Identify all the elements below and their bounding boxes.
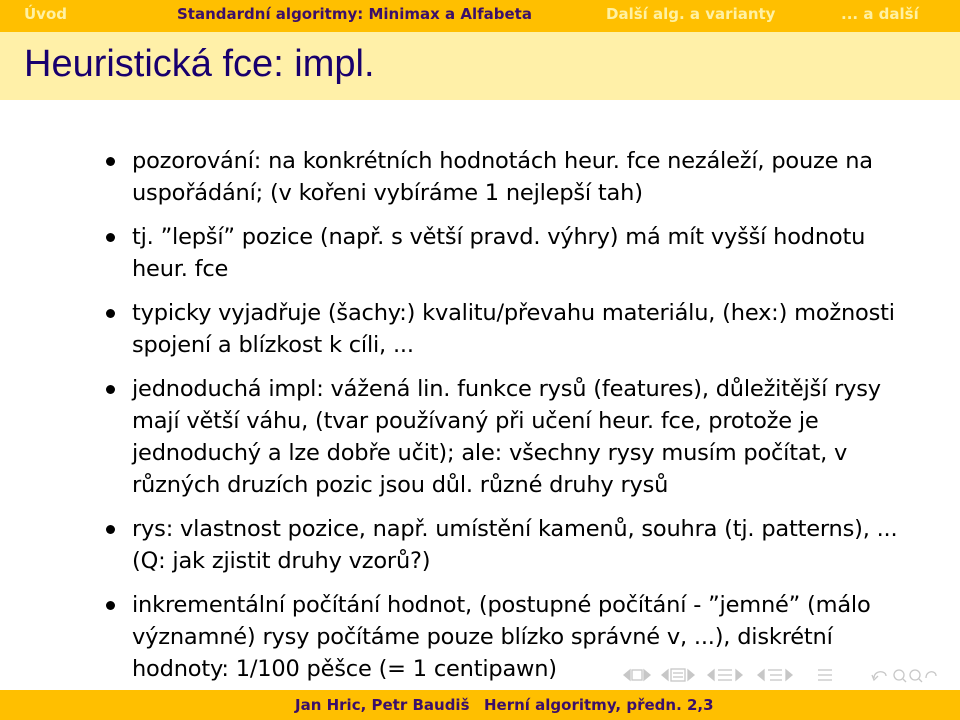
beamer-navigation-symbols [620, 664, 938, 686]
nav-link-other-algorithms[interactable]: Další alg. a varianty [606, 5, 776, 23]
list-item: jednoduchá impl: vážená lin. funkce rysů (features), důležitější rysy mají větší váhu, (tvar používaný při učení heur. fce, protože je jednoduchý a lze dobře učit); ale: všechny rysy musím počítat, v různých druzích pozic jsou důl. různé druhy rysů [104, 373, 924, 501]
nav-link-and-more[interactable]: ... a další [841, 5, 919, 23]
list-item: inkrementální počítání hodnot, (postupné počítání - ”jemné” (málo významné) rysy počítáme pouze blízko správné v, ...), diskrétní hodnoty: 1/100 pěšce (= 1 centipawn) [104, 589, 924, 685]
redo-icon[interactable] [926, 672, 936, 678]
footer-bar [0, 690, 960, 720]
document-icon[interactable] [818, 670, 832, 680]
search-icon[interactable] [894, 670, 922, 682]
section-navigation-icon[interactable] [708, 670, 742, 680]
footer-authors: Jan Hric, Petr Baudiš [295, 696, 470, 714]
title-band [0, 32, 960, 100]
list-item: rys: vlastnost pozice, např. umístění kamenů, souhra (tj. patterns), ... (Q: jak zjistit druhy vzorů?) [104, 513, 924, 577]
top-navigation-bar [0, 0, 960, 32]
list-item: pozorování: na konkrétních hodnotách heur. fce nezáleží, pouze na uspořádání; (v kořeni vybíráme 1 nejlepší tah) [104, 145, 924, 209]
undo-icon[interactable] [872, 672, 886, 680]
previous-frame-icon[interactable] [662, 669, 694, 681]
nav-link-standard-algorithms[interactable]: Standardní algoritmy: Minimax a Alfabeta [177, 5, 532, 23]
list-item: tj. ”lepší” pozice (např. s větší pravd. výhry) má mít vyšší hodnotu heur. fce [104, 221, 924, 285]
nav-link-uvod[interactable]: Úvod [24, 5, 68, 23]
subsection-navigation-icon[interactable] [758, 670, 792, 680]
list-item: typicky vyjadřuje (šachy:) kvalitu/převahu materiálu, (hex:) možnosti spojení a blízkost k cíli, ... [104, 297, 924, 361]
previous-slide-icon[interactable] [624, 670, 650, 680]
slide-title: Heuristická fce: impl. [24, 43, 375, 85]
footer-course: Herní algoritmy, předn. 2,3 [484, 696, 714, 714]
bullet-list [104, 145, 924, 697]
